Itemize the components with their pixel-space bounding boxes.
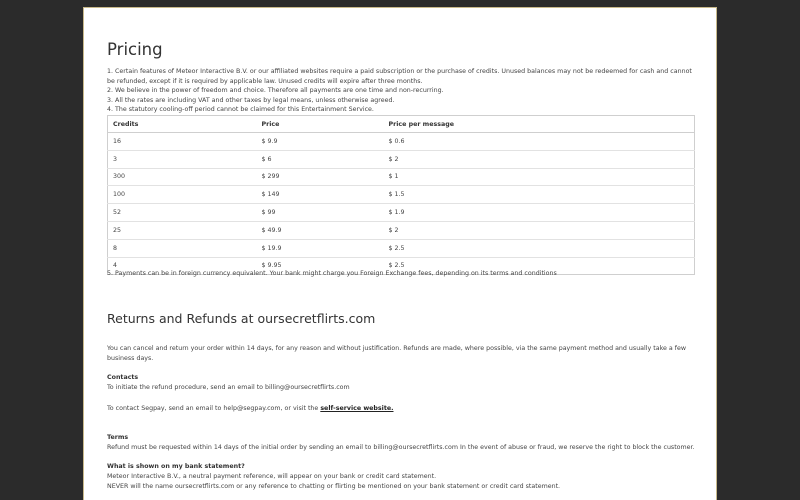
price-cell: $ 149 <box>257 186 384 204</box>
table-row <box>108 239 695 257</box>
statement-line-1: Meteor Interactive B.V., a neutral payment reference, will appear on your bank or credit card statement. <box>107 473 437 480</box>
table-row <box>108 221 695 239</box>
credits-cell: 16 <box>108 133 257 151</box>
table-row <box>108 204 695 222</box>
credits-cell: 300 <box>108 168 257 186</box>
price-per-message-cell: $ 1.5 <box>384 186 695 204</box>
credits-cell: 100 <box>108 186 257 204</box>
terms-text: Refund must be requested within 14 days of the initial order by sending an email to billing@oursecretflirts.com In the event of abuse or fraud, we reserve the right to block the customer. <box>107 444 695 451</box>
price-cell: $ 9.95 <box>261 262 282 270</box>
document-sheet <box>83 7 717 500</box>
credits-cell: 25 <box>108 221 257 239</box>
contacts-text: To initiate the refund procedure, send an email to billing@oursecretflirts.com <box>107 384 350 391</box>
pricing-point-5: 5. Payments can be in foreign currency equivalent. Your bank might charge you Foreign Exchange fees, depending on its terms and conditions <box>107 270 557 277</box>
credits-cell: 52 <box>108 204 257 222</box>
price-cell: $ 9.9 <box>257 133 384 151</box>
credits-cell: 3 <box>108 150 257 168</box>
statement-line-2: NEVER will the name oursecretflirts.com or any reference to chatting or flirting be mentioned on your bank statement or credit card statement. <box>107 483 561 490</box>
terms-heading: Terms <box>107 434 129 441</box>
price-per-message-cell: $ 2.5 <box>384 239 695 257</box>
price-per-message-cell: $ 0.6 <box>384 133 695 151</box>
pricing-point-3: 3. All the rates are including VAT and other taxes by legal means, unless otherwise agreed. <box>107 96 395 104</box>
price-cell: $ 49.9 <box>257 221 384 239</box>
refunds-intro: You can cancel and return your order within 14 days, for any reason and without justification. Refunds are made, where possible, via the same payment method and usually take a few business days. <box>107 345 686 362</box>
table-header-row <box>108 116 695 133</box>
price-cell: $ 299 <box>257 168 384 186</box>
contacts-heading: Contacts <box>107 374 139 381</box>
table-row <box>108 133 695 151</box>
price-per-message-cell: $ 1 <box>384 168 695 186</box>
header-credits: Credits <box>108 116 257 133</box>
price-cell: $ 19.9 <box>257 239 384 257</box>
credits-cell: 8 <box>108 239 257 257</box>
credits-cell: 4 <box>113 262 118 270</box>
credits-price-table <box>107 115 695 275</box>
table-row <box>108 186 695 204</box>
header-price: Price <box>257 116 384 133</box>
segpay-text: To contact Segpay, send an email to help@segpay.com, or visit the <box>107 405 319 412</box>
table-row <box>108 150 695 168</box>
pricing-point-4: 4. The statutory cooling-off period cannot be claimed for this Entertainment Service. <box>107 106 374 113</box>
segpay-contact <box>107 404 695 414</box>
header-price-per-message: Price per message <box>384 116 695 133</box>
pricing-point-2: 2. We believe in the power of freedom and choice. Therefore all payments are one time and non-recurring. <box>107 87 444 94</box>
price-per-message-cell: $ 2.5 <box>388 262 405 270</box>
price-per-message-cell: $ 1.9 <box>384 204 695 222</box>
refunds-title: Returns and Refunds at oursecretflirts.com <box>107 311 376 326</box>
price-per-message-cell: $ 2 <box>384 150 695 168</box>
statement-heading: What is shown on my bank statement? <box>107 463 245 470</box>
pricing-terms <box>107 67 695 115</box>
price-cell: $ 6 <box>257 150 384 168</box>
table-row <box>108 168 695 186</box>
price-cell: $ 99 <box>257 204 384 222</box>
price-per-message-cell: $ 2 <box>384 221 695 239</box>
pricing-title: Pricing <box>107 40 163 59</box>
self-service-website-link[interactable]: self-service website. <box>320 405 394 412</box>
pricing-point-1: 1. Certain features of Meteor Interactive B.V. or our affiliated websites require a paid subscription or the purchase of credits. Unused balances may not be redeemed for cash and cannot be refunded, except if it is required by applicable law. Unused credits will expire after three months. <box>107 68 692 85</box>
